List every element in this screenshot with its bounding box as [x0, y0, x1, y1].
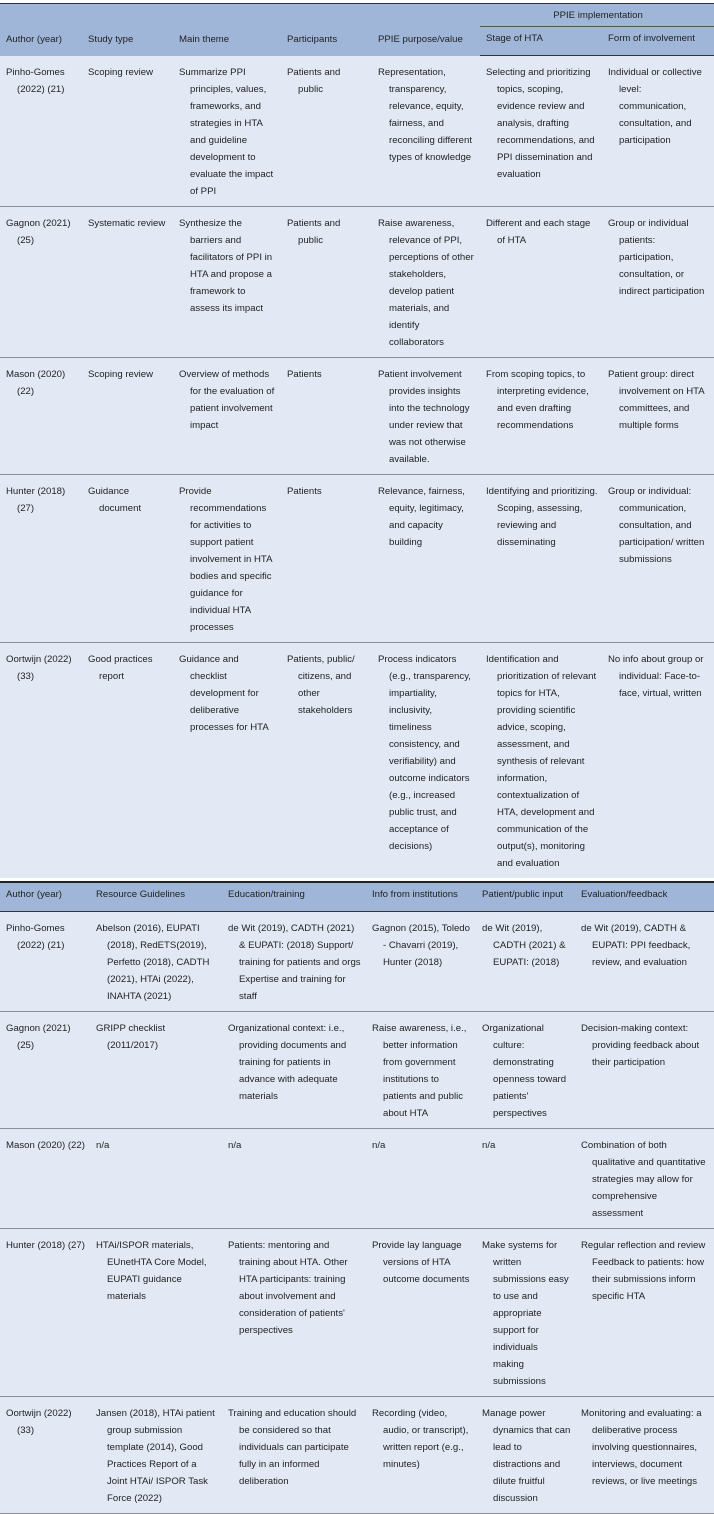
cell-form-of-involvement: No info about group or individual: Face-to-face, virtual, written	[602, 642, 714, 878]
cell-evaluation-feedback: de Wit (2019), CADTH & EUPATI: PPI feedback, review, and evaluation	[581, 922, 691, 968]
header-patient-public-input: Patient/public input	[476, 882, 575, 912]
header-participants: Participants	[281, 4, 372, 56]
cell-author-year: Gagnon (2021) (25)	[0, 206, 82, 357]
cell-patient-public-input: Make systems for written submissions easy to use and appropriate support for individuals making submissions	[476, 1228, 575, 1396]
header-ppie-purpose: PPIE purpose/value	[372, 4, 480, 56]
cell-resource-guidelines: n/a	[90, 1128, 222, 1228]
cell-patient-public-input: Manage power dynamics that can lead to distractions and dilute fruitful discussion	[476, 1396, 575, 1513]
cell-evaluation-feedback: Regular reflection and review Feedback to patients: how their submissions inform specific HTA	[575, 1228, 714, 1396]
cell-form-of-involvement: Individual or collective level: communication, consultation, and participation	[608, 67, 702, 146]
header-evaluation-feedback: Evaluation/feedback	[575, 882, 714, 912]
cell-study-type: Scoping review	[88, 66, 154, 78]
cell-resource-guidelines: Abelson (2016), EUPATI (2018), RedETS(2019), Perfetto (2018), CADTH (2021), HTAi (2022), INAHTA (2021)	[96, 922, 210, 1002]
cell-info-from-institutions: Provide lay language versions of HTA outcome documents	[366, 1228, 476, 1396]
cell-author-year: Oortwijn (2022) (33)	[0, 642, 82, 878]
header-ppie-implementation: PPIE implementation	[480, 4, 714, 27]
cell-ppie-purpose: Representation, transparency, relevance, equity, fairness, and reconciling different types of knowledge	[378, 66, 473, 163]
cell-author-year: Hunter (2018) (27)	[0, 474, 82, 642]
header-form-of-involvement: Form of involvement	[602, 27, 714, 56]
cell-study-type: Scoping review	[82, 357, 173, 474]
cell-participants: Patients, public/ citizens, and other stakeholders	[281, 642, 372, 878]
header-education-training: Education/training	[222, 882, 366, 912]
cell-stage-of-hta: Selecting and prioritizing topics, scoping, evidence review and analysis, drafting recommendations, and PPI dissemination and evaluation	[486, 67, 595, 180]
table-row	[0, 1011, 714, 1128]
cell-resource-guidelines: HTAi/ISPOR materials, EUnetHTA Core Model, EUPATI guidance materials	[90, 1228, 222, 1396]
cell-ppie-purpose: Process indicators (e.g., transparency, impartiality, inclusivity, timeliness consistency, and verifiability) and outcome indicators (e.g., increased public trust, and acceptance of decisions)	[372, 642, 480, 878]
cell-participants: Patients and public	[287, 66, 341, 95]
cell-info-from-institutions: n/a	[366, 1128, 476, 1228]
cell-ppie-purpose: Patient involvement provides insights into the technology under review that was not otherwise available.	[372, 357, 480, 474]
cell-ppie-purpose: Relevance, fairness, equity, legitimacy, and capacity building	[372, 474, 480, 642]
cell-stage-of-hta: Different and each stage of HTA	[480, 206, 602, 357]
table-row	[0, 206, 714, 357]
header-author-year: Author (year)	[0, 4, 82, 56]
cell-author-year: Oortwijn (2022) (33)	[0, 1396, 90, 1513]
cell-evaluation-feedback: Combination of both qualitative and quantitative strategies may allow for comprehensive assessment	[575, 1128, 714, 1228]
header-author-year: Author (year)	[0, 882, 90, 912]
table-row	[0, 474, 714, 642]
study-characteristics-table	[0, 3, 714, 878]
cell-participants: Patients and public	[281, 206, 372, 357]
cell-author-year: Mason (2020) (22)	[0, 357, 82, 474]
cell-author-year: Gagnon (2021) (25)	[0, 1011, 90, 1128]
cell-main-theme: Provide recommendations for activities to support patient involvement in HTA bodies and specific guidance for individual HTA processes	[173, 474, 281, 642]
resources-table	[0, 881, 714, 1514]
table-row	[0, 357, 714, 474]
cell-info-from-institutions: Gagnon (2015), Toledo - Chavarri (2019), Hunter (2018)	[372, 922, 470, 968]
cell-main-theme: Guidance and checklist development for deliberative processes for HTA	[173, 642, 281, 878]
cell-education-training: n/a	[222, 1128, 366, 1228]
cell-patient-public-input: de Wit (2019), CADTH (2021) & EUPATI: (2018)	[482, 922, 566, 968]
cell-evaluation-feedback: Decision-making context: providing feedback about their participation	[575, 1011, 714, 1128]
cell-study-type: Good practices report	[82, 642, 173, 878]
header-main-theme: Main theme	[173, 4, 281, 56]
cell-main-theme: Synthesize the barriers and facilitators of PPI in HTA and propose a framework to assess its impact	[173, 206, 281, 357]
cell-education-training: de Wit (2019), CADTH (2021) & EUPATI: (2018) Support/ training for patients and orgs Expertise and training for staff	[228, 922, 361, 1002]
cell-form-of-involvement: Group or individual patients: participation, consultation, or indirect participation	[602, 206, 714, 357]
cell-education-training: Patients: mentoring and training about HTA. Other HTA participants: training about involvement and consideration of patients' perspectives	[222, 1228, 366, 1396]
cell-stage-of-hta: From scoping topics, to interpreting evidence, and even drafting recommendations	[480, 357, 602, 474]
cell-patient-public-input: Organizational culture: demonstrating openness toward patients' perspectives	[476, 1011, 575, 1128]
cell-participants: Patients	[281, 474, 372, 642]
cell-info-from-institutions: Recording (video, audio, or transcript), written report (e.g., minutes)	[366, 1396, 476, 1513]
cell-stage-of-hta: Identification and prioritization of relevant topics for HTA, providing scientific advice, scoping, assessment, and synthesis of relevant information, contextualization of HTA, development and communication of the output(s), monitoring and evaluation	[480, 642, 602, 878]
cell-form-of-involvement: Group or individual: communication, consultation, and participation/ written submissions	[602, 474, 714, 642]
cell-study-type: Systematic review	[82, 206, 173, 357]
cell-form-of-involvement: Patient group: direct involvement on HTA committees, and multiple forms	[602, 357, 714, 474]
header-study-type: Study type	[82, 4, 173, 56]
cell-education-training: Training and education should be considered so that individuals can participate fully in an informed deliberation	[222, 1396, 366, 1513]
cell-patient-public-input: n/a	[476, 1128, 575, 1228]
cell-participants: Patients	[281, 357, 372, 474]
table-row	[0, 1128, 714, 1228]
table-row	[0, 642, 714, 878]
cell-info-from-institutions: Raise awareness, i.e., better information from government institutions to patients and public about HTA	[366, 1011, 476, 1128]
cell-resource-guidelines: Jansen (2018), HTAi patient group submission template (2014), Good Practices Report of a Joint HTAi/ ISPOR Task Force (2022)	[90, 1396, 222, 1513]
cell-ppie-purpose: Raise awareness, relevance of PPI, perceptions of other stakeholders, develop patient materials, and identify collaborators	[372, 206, 480, 357]
cell-author-year: Pinho-Gomes (2022) (21)	[6, 922, 65, 951]
cell-main-theme: Summarize PPI principles, values, frameworks, and strategies in HTA and guideline development to evaluate the impact of PPI	[179, 66, 274, 197]
cell-author-year: Pinho-Gomes (2022) (21)	[6, 66, 65, 95]
cell-evaluation-feedback: Monitoring and evaluating: a deliberative process involving questionnaires, interviews, document reviews, or live meetings	[575, 1396, 714, 1513]
table-row	[0, 1228, 714, 1396]
header-info-from-institutions: Info from institutions	[366, 882, 476, 912]
table-row	[0, 911, 714, 1011]
table-row	[0, 56, 714, 207]
cell-stage-of-hta: Identifying and prioritizing. Scoping, assessing, reviewing and disseminating	[480, 474, 602, 642]
cell-author-year: Hunter (2018) (27)	[0, 1228, 90, 1396]
cell-main-theme: Overview of methods for the evaluation of patient involvement impact	[173, 357, 281, 474]
cell-resource-guidelines: GRIPP checklist (2011/2017)	[90, 1011, 222, 1128]
header-resource-guidelines: Resource Guidelines	[90, 882, 222, 912]
header-stage-of-hta: Stage of HTA	[480, 27, 602, 56]
cell-education-training: Organizational context: i.e., providing documents and training for patients in advance with adequate materials	[222, 1011, 366, 1128]
table-row	[0, 1396, 714, 1513]
cell-study-type: Guidance document	[82, 474, 173, 642]
cell-author-year: Mason (2020) (22)	[0, 1128, 90, 1228]
